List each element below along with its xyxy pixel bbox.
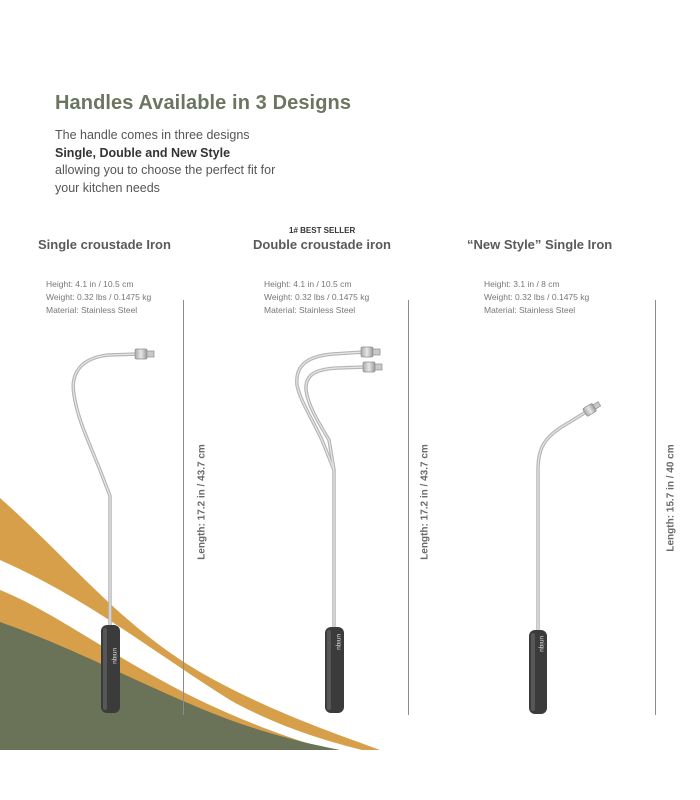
- spec-weight: Weight: 0.32 lbs / 0.1475 kg: [484, 292, 590, 302]
- new-style-iron-image: [529, 400, 602, 714]
- best-seller-badge: 1# BEST SELLER: [289, 226, 356, 235]
- spec-material: Material: Stainless Steel: [484, 305, 576, 315]
- page-title: Handles Available in 3 Designs: [55, 92, 352, 114]
- spec-weight: Weight: 0.32 lbs / 0.1475 kg: [46, 292, 152, 302]
- spec-material: Material: Stainless Steel: [46, 305, 138, 315]
- length-label-double: Length: 17.2 in / 43.7 cm: [419, 444, 431, 560]
- design-title-double: Double croustade iron: [253, 237, 391, 252]
- single-iron-image: [73, 349, 154, 713]
- length-label-new-style: Length: 15.7 in / 40 cm: [665, 444, 677, 552]
- design-title-new-style: “New Style” Single Iron: [467, 237, 613, 252]
- spec-height: Height: 3.1 in / 8 cm: [484, 279, 560, 289]
- intro-line: your kitchen needs: [55, 180, 160, 195]
- handle-brand-logo: uniqu: [538, 636, 545, 652]
- intro-line: allowing you to choose the perfect fit for: [55, 163, 276, 177]
- spec-height: Height: 4.1 in / 10.5 cm: [46, 279, 134, 289]
- spec-material: Material: Stainless Steel: [264, 305, 356, 315]
- design-title-single: Single croustade Iron: [38, 237, 171, 252]
- handle-brand-logo: uniqu: [111, 648, 118, 664]
- intro-line-emphasis: Single, Double and New Style: [55, 145, 231, 160]
- length-label-single: Length: 17.2 in / 43.7 cm: [196, 444, 208, 560]
- handle-brand-logo: uniqu: [335, 634, 342, 650]
- spec-weight: Weight: 0.32 lbs / 0.1475 kg: [264, 292, 370, 302]
- intro-line: The handle comes in three designs: [55, 128, 250, 142]
- spec-height: Height: 4.1 in / 10.5 cm: [264, 279, 352, 289]
- double-iron-image: [297, 347, 382, 713]
